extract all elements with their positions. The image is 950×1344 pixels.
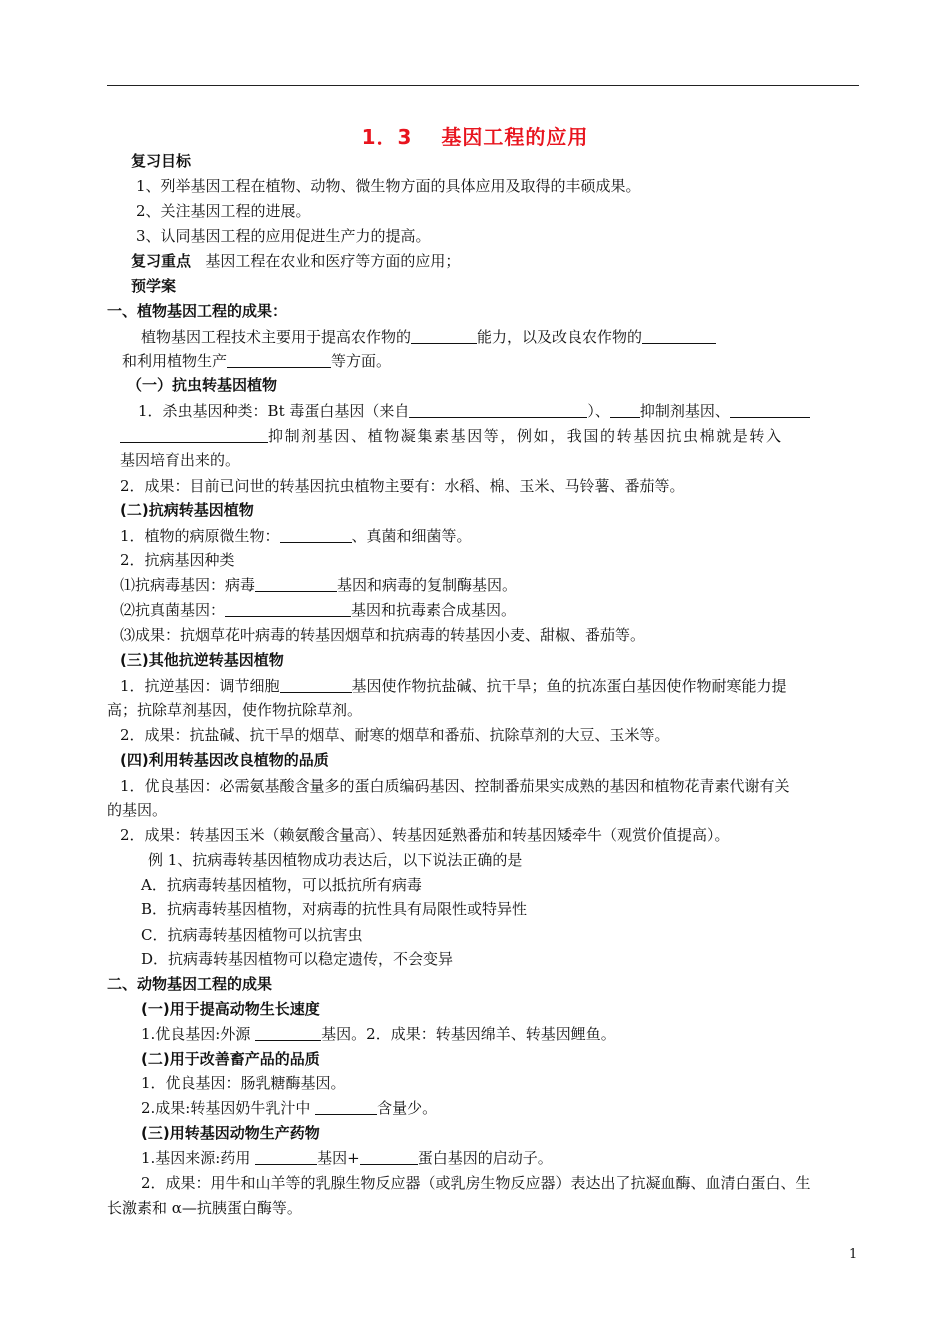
sub2-p5: ⑶成果：抗烟草花叶病毒的转基因烟草和抗病毒的转基因小麦、甜椒、番茄等。 xyxy=(120,626,646,644)
section1-heading: 一、植物基因工程的成果： xyxy=(107,302,288,320)
section1-intro-text-d: 等方面。 xyxy=(331,352,392,370)
s2-sub2-heading: (二)用于改善畜产品的品质 xyxy=(141,1050,320,1068)
sub2-p4 xyxy=(120,601,516,619)
sub1-p1-line3: 基因培育出来的。 xyxy=(120,451,241,469)
sub4-p1-line1: 1．优良基因：必需氨基酸含量多的蛋白质编码基因、控制番茄果实成熟的基因和植物花青素代谢有关 xyxy=(120,777,790,795)
sub4-p2: 2．成果：转基因玉米（赖氨酸含量高）、转基因延熟番茄和转基因矮牵牛（观赏价值提高）。 xyxy=(120,826,730,844)
sub1-p2: 2．成果：目前已问世的转基因抗虫植物主要有：水稻、棉、玉米、马铃薯、番茄等。 xyxy=(120,477,685,495)
section1-intro-line1 xyxy=(141,328,716,346)
fill-blank[interactable] xyxy=(280,678,352,693)
review-focus-text: 基因工程在农业和医疗等方面的应用； xyxy=(205,252,461,270)
s2-sub1-p1 xyxy=(141,1025,616,1043)
example-stem: 例 1、抗病毒转基因植物成功表达后，以下说法正确的是 xyxy=(148,851,523,869)
sub1-heading: （一）抗虫转基因植物 xyxy=(127,376,278,394)
fill-blank[interactable] xyxy=(610,403,640,418)
fill-blank[interactable] xyxy=(255,1150,317,1165)
s2-sub2-p2 xyxy=(141,1099,437,1117)
fill-blank[interactable] xyxy=(120,428,268,443)
sub2-p4-text-b: 基因和抗毒素合成基因。 xyxy=(351,601,517,619)
s2-sub3-text-c: 蛋白基因的启动子。 xyxy=(417,1149,553,1167)
fill-blank[interactable] xyxy=(409,403,587,418)
s2-sub2-p1: 1．优良基因：肠乳糖酶基因。 xyxy=(141,1074,346,1092)
pre-study-heading: 预学案 xyxy=(131,277,177,295)
example-option-d[interactable]: D．抗病毒转基因植物可以稳定遗传，不会变异 xyxy=(141,950,454,968)
s2-sub3-p1 xyxy=(141,1149,553,1167)
review-goal-2: 2、关注基因工程的进展。 xyxy=(136,202,311,220)
s2-sub1-text-b: 基因。2．成果：转基因绵羊、转基因鲤鱼。 xyxy=(321,1025,616,1043)
fill-blank[interactable] xyxy=(280,528,352,543)
s2-sub2-text-a: 2.成果:转基因奶牛乳汁中 xyxy=(141,1099,311,1117)
sub1-p1-line2 xyxy=(120,427,783,445)
sub3-p1-line1 xyxy=(120,677,787,695)
example-option-a[interactable]: A．抗病毒转基因植物，可以抵抗所有病毒 xyxy=(141,876,422,894)
section1-intro-text-a: 植物基因工程技术主要用于提高农作物的 xyxy=(141,328,412,346)
example-option-c[interactable]: C．抗病毒转基因植物可以抗害虫 xyxy=(141,926,363,944)
page-title: 1．3 基因工程的应用 xyxy=(361,125,589,149)
sub1-p1-text-c: 抑制剂基因、 xyxy=(639,402,730,420)
sub2-heading: (二)抗病转基因植物 xyxy=(120,501,254,519)
s2-sub3-heading: (三)用转基因动物生产药物 xyxy=(141,1124,320,1142)
section2-heading: 二、动物基因工程的成果 xyxy=(107,975,273,993)
sub1-p1-text-b: ）、 xyxy=(587,402,610,420)
s2-sub3-text-b: 基因+ xyxy=(317,1149,360,1167)
sub3-p2: 2．成果：抗盐碱、抗干旱的烟草、耐寒的烟草和番茄、抗除草剂的大豆、玉米等。 xyxy=(120,726,670,744)
sub2-p1-text-b: 、真菌和细菌等。 xyxy=(351,527,472,545)
fill-blank[interactable] xyxy=(255,577,337,592)
s2-sub1-heading: (一)用于提高动物生长速度 xyxy=(141,1000,320,1018)
fill-blank[interactable] xyxy=(360,1150,418,1165)
sub2-p1-text-a: 1．植物的病原微生物： xyxy=(120,527,280,545)
fill-blank[interactable] xyxy=(730,403,810,418)
fill-blank[interactable] xyxy=(227,353,331,368)
fill-blank[interactable] xyxy=(255,1026,321,1041)
page-number: 1 xyxy=(849,1247,858,1262)
sub3-p1-text-a: 1．抗逆基因：调节细胞 xyxy=(120,677,280,695)
s2-sub3-p2-line1: 2．成果：用牛和山羊等的乳腺生物反应器（或乳房生物反应器）表达出了抗凝血酶、血清白蛋白、生 xyxy=(141,1174,811,1192)
review-focus-label: 复习重点 xyxy=(131,252,192,270)
section1-intro-text-b: 能力，以及改良农作物的 xyxy=(477,328,643,346)
fill-blank[interactable] xyxy=(315,1100,377,1115)
review-goals-heading: 复习目标 xyxy=(131,152,192,170)
section1-intro-text-c: 和利用植物生产 xyxy=(122,352,228,370)
sub4-heading: (四)利用转基因改良植物的品质 xyxy=(120,751,329,769)
s2-sub2-text-b: 含量少。 xyxy=(377,1099,438,1117)
sub3-heading: (三)其他抗逆转基因植物 xyxy=(120,651,284,669)
sub2-p3-text-b: 基因和病毒的复制酶基因。 xyxy=(337,576,518,594)
sub3-p1-line2: 高；抗除草剂基因，使作物抗除草剂。 xyxy=(107,701,363,719)
sub1-p1-line1 xyxy=(138,402,810,420)
sub2-p4-text-a: ⑵抗真菌基因： xyxy=(120,601,226,619)
fill-blank[interactable] xyxy=(642,329,716,344)
sub2-p3 xyxy=(120,576,517,594)
header-rule xyxy=(107,85,859,86)
s2-sub3-text-a: 1.基因来源:药用 xyxy=(141,1149,251,1167)
review-focus xyxy=(131,252,460,270)
section1-intro-line2 xyxy=(122,352,391,370)
sub1-p1-text-d: 抑制剂基因、植物凝集素基因等，例如，我国的转基因抗虫棉就是转入 xyxy=(268,427,783,445)
sub3-p1-text-b: 基因使作物抗盐碱、抗干旱；鱼的抗冻蛋白基因使作物耐寒能力提 xyxy=(351,677,787,695)
sub2-p2: 2．抗病基因种类 xyxy=(120,551,235,569)
s2-sub1-text-a: 1.优良基因:外源 xyxy=(141,1025,251,1043)
sub1-p1-text-a: 1．杀虫基因种类：Bt 毒蛋白基因（来自 xyxy=(138,402,410,420)
review-goal-3: 3、认同基因工程的应用促进生产力的提高。 xyxy=(136,227,431,245)
example-option-b[interactable]: B．抗病毒转基因植物，对病毒的抗性具有局限性或特异性 xyxy=(141,900,528,918)
review-goal-1: 1、列举基因工程在植物、动物、微生物方面的具体应用及取得的丰硕成果。 xyxy=(136,177,641,195)
fill-blank[interactable] xyxy=(411,329,477,344)
sub4-p1-line2: 的基因。 xyxy=(107,801,168,819)
fill-blank[interactable] xyxy=(225,602,351,617)
s2-sub3-p2-line2: 长激素和 α—抗胰蛋白酶等。 xyxy=(107,1199,302,1217)
sub2-p3-text-a: ⑴抗病毒基因：病毒 xyxy=(120,576,256,594)
sub2-p1 xyxy=(120,527,472,545)
